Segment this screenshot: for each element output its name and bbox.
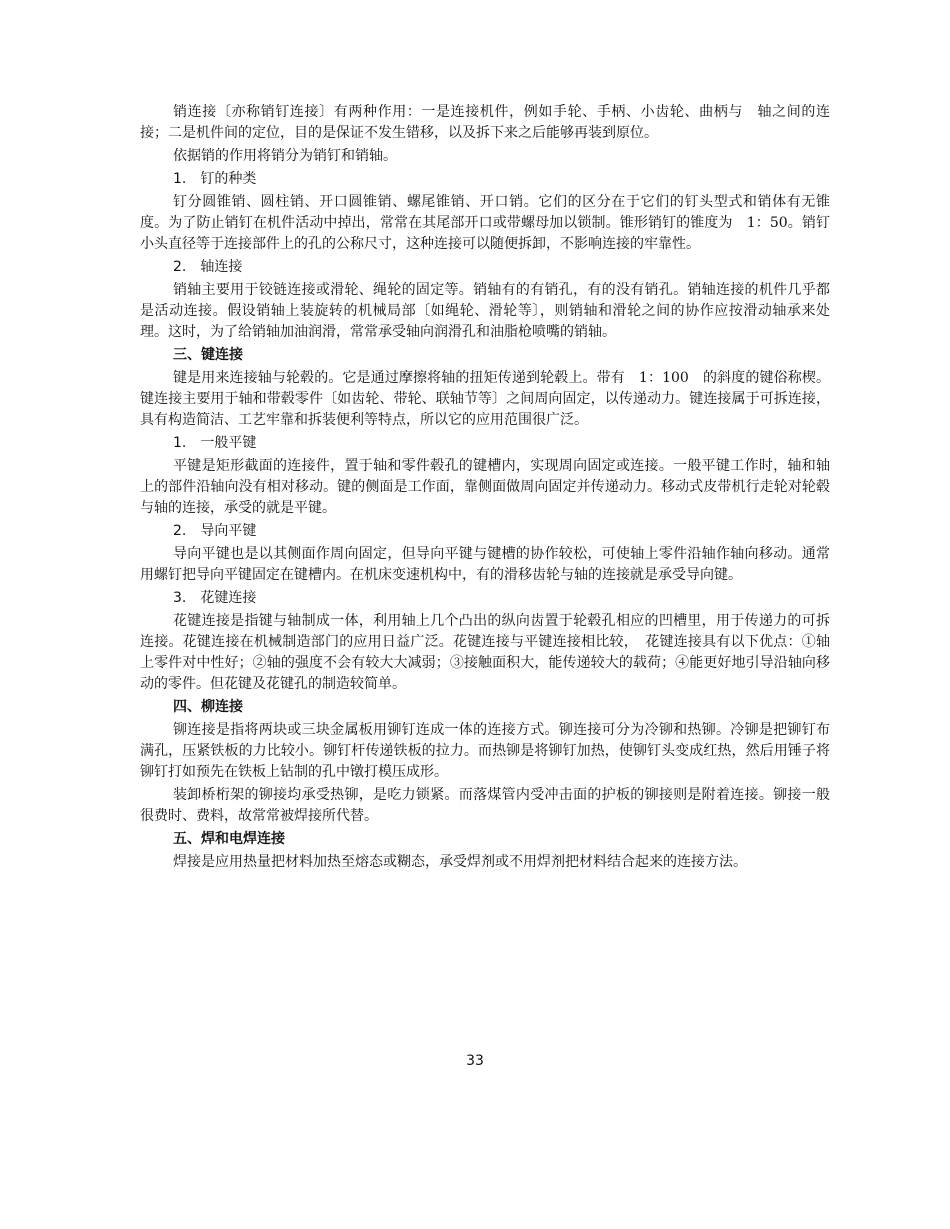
subheading: 1. 一般平键 bbox=[173, 435, 257, 451]
subheading: 2. 轴连接 bbox=[173, 259, 243, 275]
paragraph: 导向平键也是以其侧面作周向固定，但导向平键与键槽的协作较松，可使轴上零件沿轴作轴向移动。通常用螺钉把导向平键固定在键槽内。在机床变速机构中，有的滑移齿轮与轴的连接就是承受导向键。 bbox=[140, 546, 830, 583]
subheading: 3. 花键连接 bbox=[173, 590, 257, 606]
paragraph: 钉分圆锥销、圆柱销、开口圆锥销、螺尾锥销、开口销。它们的区分在于它们的钉头型式和销体有无锥度。为了防止销钉在机件活动中掉出，常常在其尾部开口或带螺母加以锁制。锥形销钉的锥度为 1：50。销钉小头直径等于连接部件上的孔的公称尺寸，这种连接可以随便拆卸，不影响连接的牢靠性。 bbox=[140, 194, 830, 252]
section-heading: 五、焊和电焊连接 bbox=[173, 831, 285, 847]
paragraph: 装卸桥桁架的铆接均承受热铆，是吃力锁紧。而落煤管内受冲击面的护板的铆接则是附着连接。铆接一般很费时、费料，故常常被焊接所代替。 bbox=[140, 787, 830, 824]
paragraph: 铆连接是指将两块或三块金属板用铆钉连成一体的连接方式。铆连接可分为冷铆和热铆。冷铆是把铆钉布满孔，压紧铁板的力比较小。铆钉杆传递铁板的拉力。而热铆是将铆钉加热，使铆钉头变成红热，然后用锤子将铆钉打如预先在铁板上钻制的孔中镦打模压成形。 bbox=[140, 722, 830, 780]
paragraph: 依据销的作用将销分为销钉和销轴。 bbox=[173, 148, 397, 164]
section-heading: 三、键连接 bbox=[173, 347, 243, 363]
section-heading: 四、柳连接 bbox=[173, 699, 243, 715]
paragraph: 花键连接是指键与轴制成一体，利用轴上几个凸出的纵向齿置于轮毂孔相应的凹槽里，用于传递力的可拆连接。花键连接在机械制造部门的应用日益广泛。花键连接与平键连接相比较， 花键连接具有以下优点：①轴上零件对中性好；②轴的强度不会有较大大减弱；③接触面积大，能传递较大的载荷；④能更好地引导沿轴向移动的零件。但花键及花键孔的制造较简单。 bbox=[140, 613, 830, 692]
subheading: 1. 钉的种类 bbox=[173, 171, 257, 187]
paragraph: 键是用来连接轴与轮毂的。它是通过摩擦将轴的扭矩传递到轮毂上。带有 1：100 的斜度的键俗称楔。键连接主要用于轴和带毂零件〔如齿轮、带轮、联轴节等〕之间周向固定，以传递动力。键连接属于可拆连接，具有构造简洁、工艺牢靠和拆装便利等特点，所以它的应用范围很广泛。 bbox=[140, 370, 830, 428]
paragraph: 平键是矩形截面的连接件，置于轴和零件毂孔的键槽内，实现周向固定或连接。一般平键工作时，轴和轴上的部件沿轴向没有相对移动。键的侧面是工作面，靠侧面做周向固定并传递动力。移动式皮带机行走轮对轮毂与轴的连接，承受的就是平键。 bbox=[140, 458, 830, 516]
paragraph: 销连接〔亦称销钉连接〕有两种作用：一是连接机件，例如手轮、手柄、小齿轮、曲柄与 轴之间的连接；二是机件间的定位，目的是保证不发生错移，以及拆下来之后能够再装到原位。 bbox=[140, 104, 830, 141]
paragraph: 销轴主要用于铰链连接或滑轮、绳轮的固定等。销轴有的有销孔，有的没有销孔。销轴连接的机件几乎都是活动连接。假设销轴上装旋转的机械局部〔如绳轮、滑轮等〕，则销轴和滑轮之间的协作应按滑动轴承来处理。这时，为了给销轴加油润滑，常常承受轴向润滑孔和油脂枪喷嘴的销轴。 bbox=[140, 282, 830, 340]
subheading: 2. 导向平键 bbox=[173, 523, 257, 539]
paragraph: 焊接是应用热量把材料加热至熔态或糊态，承受焊剂或不用焊剂把材料结合起来的连接方法。 bbox=[173, 854, 747, 870]
document-body bbox=[140, 102, 830, 875]
page-number: 33 bbox=[466, 1053, 484, 1069]
